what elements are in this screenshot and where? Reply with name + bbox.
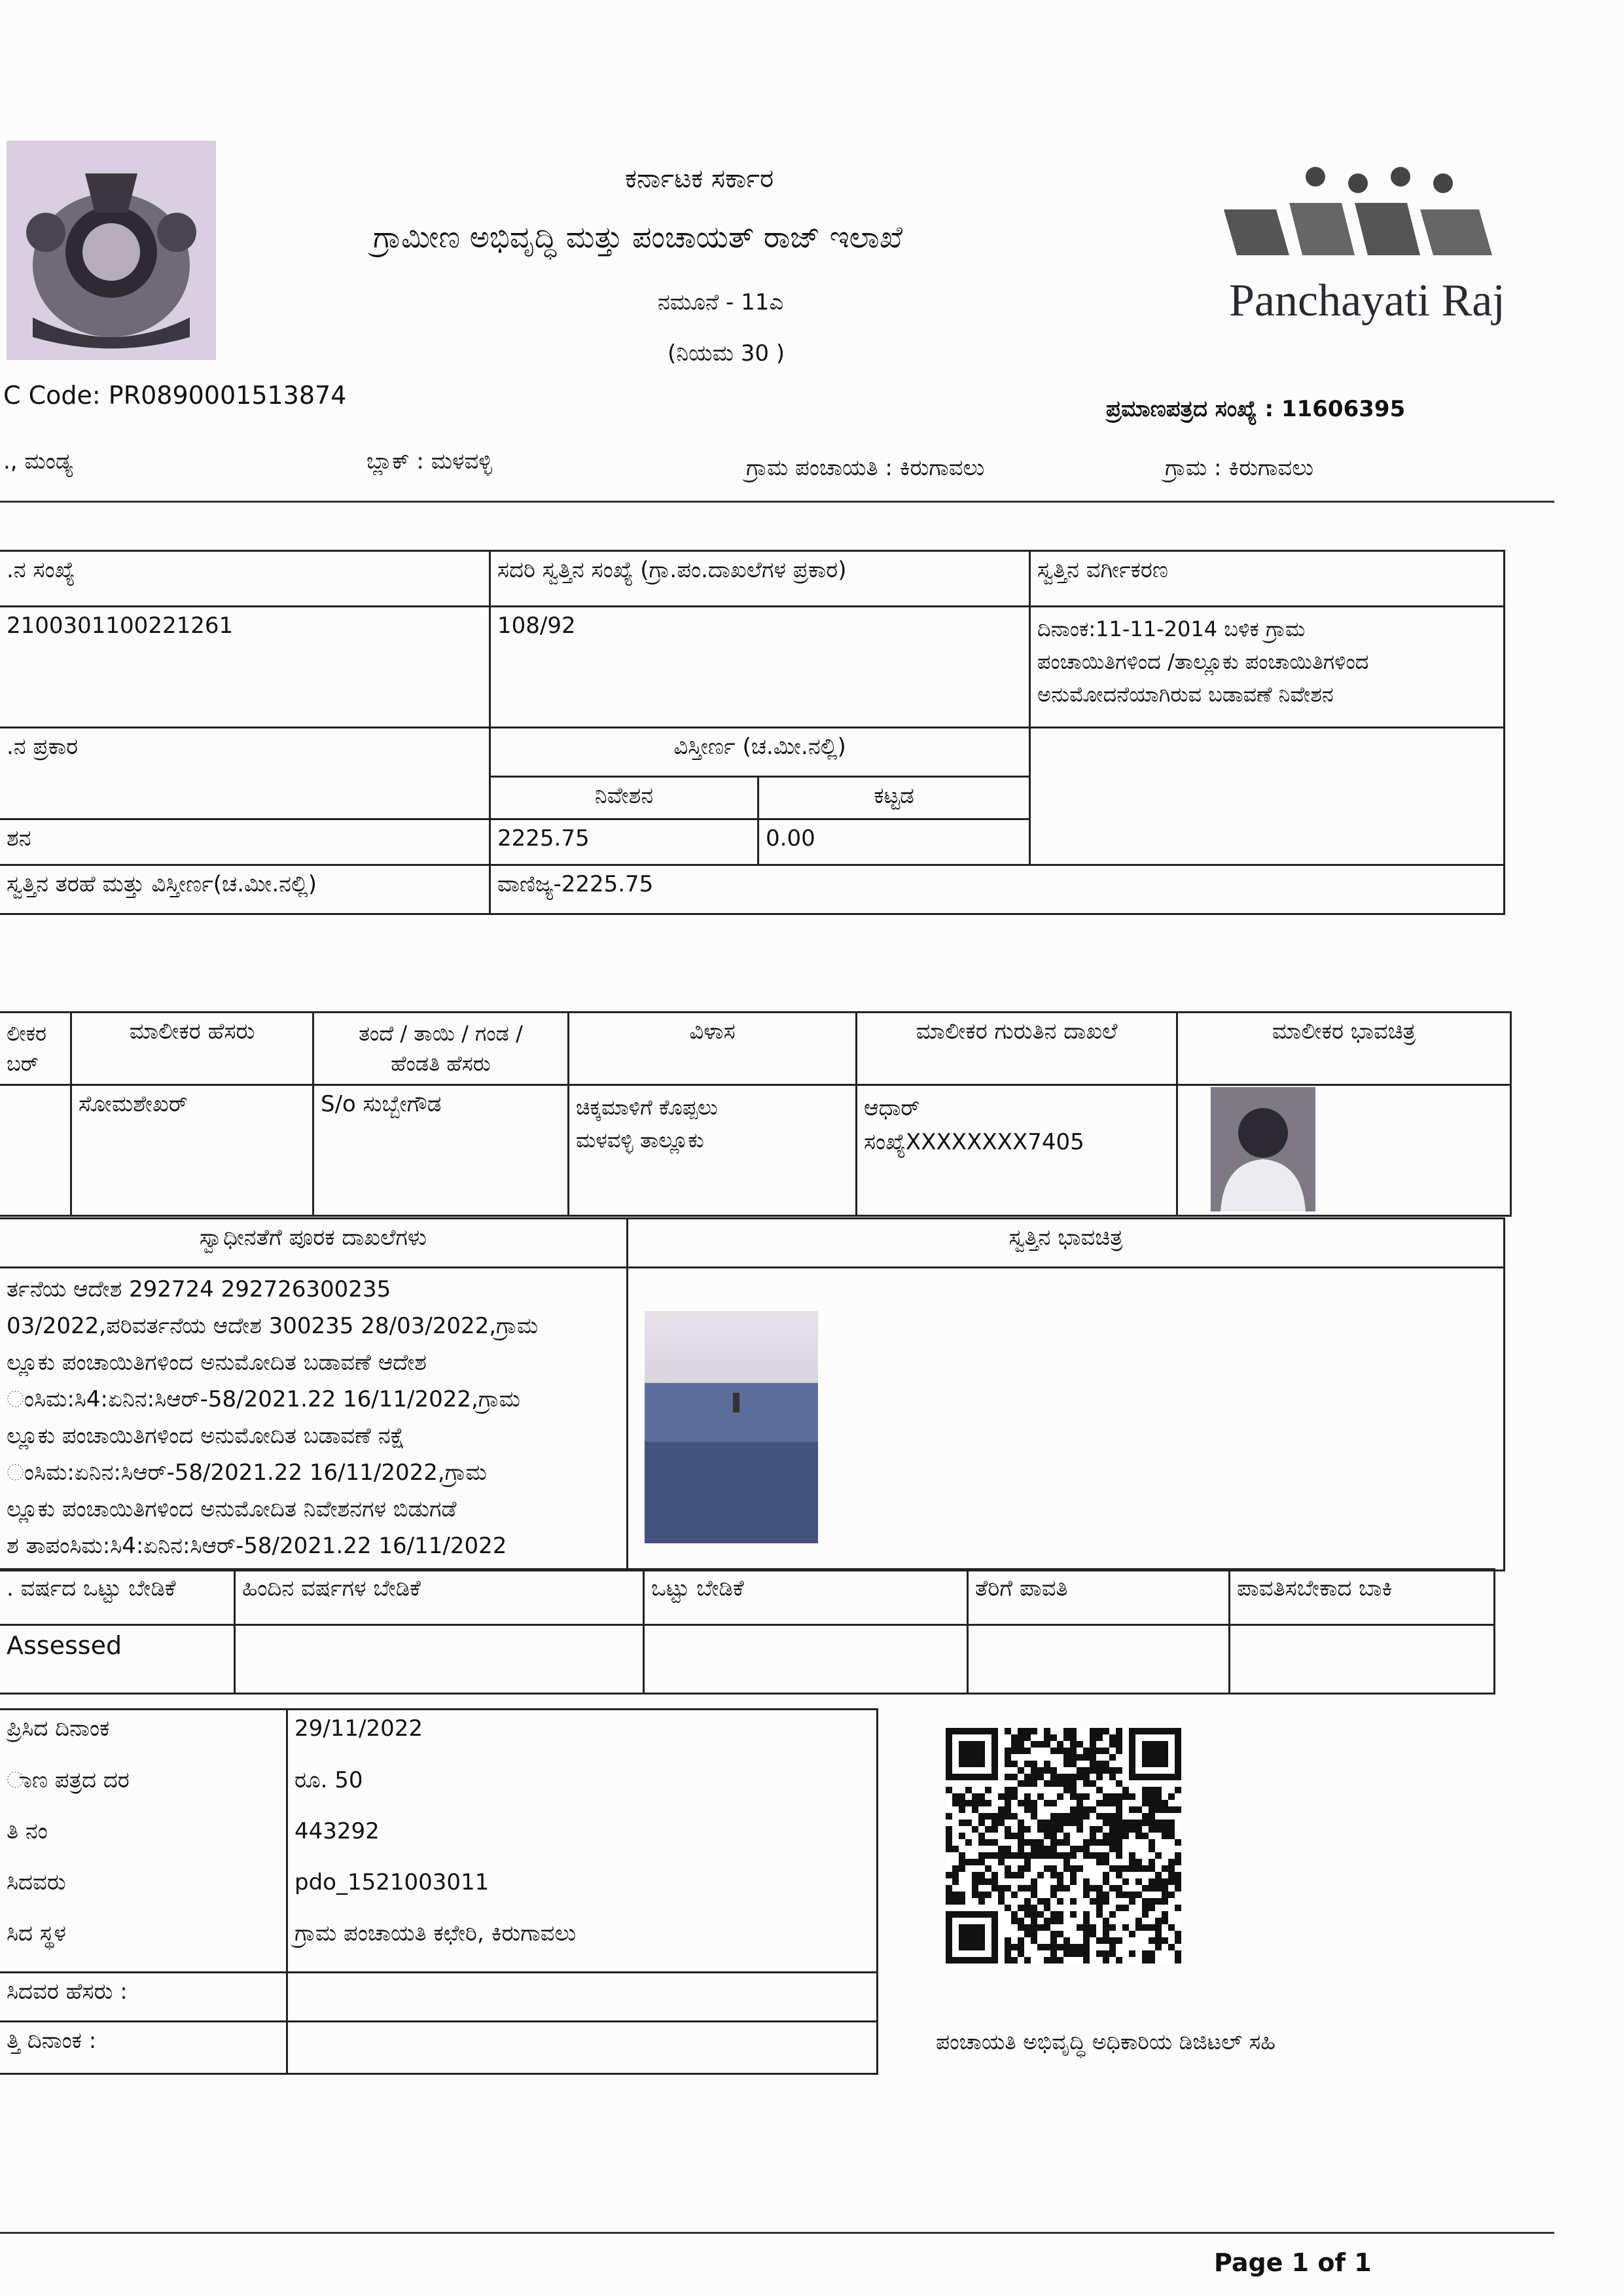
current-demand-header: . ವರ್ಷದ ಒಟ್ಟು ಬೇಡಿಕೆ — [0, 1570, 235, 1625]
header-line-1: ಕರ್ನಾಟಕ ಸರ್ಕಾರ — [625, 164, 774, 194]
building-header: ಕಟ್ಟಡ — [758, 777, 1030, 819]
tax-paid-header: ತೆರಿಗೆ ಪಾವತಿ — [968, 1570, 1230, 1625]
owner-number — [0, 1085, 71, 1216]
balance — [1230, 1625, 1495, 1694]
village: ಗ್ರಾಮ : ಕಿರುಗಾವಲು — [1165, 455, 1314, 481]
issue-value — [287, 1973, 878, 2022]
current-demand: Assessed — [0, 1625, 235, 1694]
header-line-2: ಗ್ರಾಮೀಣ ಅಭಿವೃದ್ಧಿ ಮತ್ತು ಪಂಚಾಯತ್ ರಾಜ್ ಇಲಾಖೆ — [373, 219, 903, 255]
issue-label: ಸಿದ ಸ್ಥಳ — [0, 1915, 287, 1973]
karnataka-emblem-icon — [7, 141, 216, 360]
area-header: ವಿಸ್ತೀರ್ಣ (ಚ.ಮೀ.ನಲ್ಲಿ) — [490, 728, 1030, 777]
classification-header: ಸ್ವತ್ತಿನ ವರ್ಗೀಕರಣ — [1030, 551, 1505, 607]
issue-value: ರೂ. 50 — [287, 1762, 878, 1813]
owner-photo-icon — [1211, 1087, 1315, 1211]
owner-photo-cell — [1177, 1085, 1511, 1216]
footer-divider — [0, 2232, 1554, 2234]
block: ಬ್ಲಾಕ್ : ಮಳವಳ್ಳಿ — [366, 448, 492, 475]
logo-text: Panchayati Raj — [1229, 276, 1505, 326]
qr-code-icon — [946, 1728, 1181, 1964]
previous-demand — [235, 1625, 644, 1694]
owner-name: ಸೋಮಶೇಖರ್ — [71, 1085, 313, 1216]
site-header: ನಿವೇಶನ — [490, 777, 758, 819]
total-demand — [644, 1625, 968, 1694]
id-proof-header: ಮಾಲೀಕರ ಗುರುತಿನ ದಾಖಲೆ — [857, 1013, 1177, 1085]
blank-cell — [1030, 728, 1505, 865]
owner-table — [0, 1011, 1512, 1217]
property-id-header: .ನ ಸಂಖ್ಯೆ — [0, 551, 490, 607]
property-photo-icon — [645, 1311, 818, 1543]
property-type-header: .ನ ಪ್ರಕಾರ — [0, 728, 490, 819]
owner-photo-header: ಮಾಲೀಕರ ಭಾವಚಿತ್ರ — [1177, 1013, 1511, 1085]
property-code: C Code: PR0890001513874 — [3, 381, 347, 410]
old-number: 108/92 — [490, 607, 1030, 728]
tax-table — [0, 1568, 1495, 1695]
property-id: 2100301100221261 — [0, 607, 490, 728]
property-type: ಶನ — [0, 819, 490, 865]
property-photo-header: ಸ್ವತ್ತಿನ ಭಾವಚಿತ್ರ — [628, 1219, 1505, 1268]
location-divider — [0, 501, 1554, 503]
issue-label: ಸಿದವರು — [0, 1864, 287, 1915]
issue-value: ಗ್ರಾಮ ಪಂಚಾಯತಿ ಕಛೇರಿ, ಕಿರುಗಾವಲು — [287, 1915, 878, 1973]
panchayati-raj-logo-icon — [1217, 164, 1499, 268]
site-area: 2225.75 — [490, 819, 758, 865]
owner-address: ಚಿಕ್ಕಮಾಳಿಗೆ ಕೊಪ್ಪಲು ಮಳವಳ್ಳಿ ತಾಲ್ಲೂಕು — [569, 1085, 857, 1216]
issue-label: ತ್ತಿ ದಿನಾಂಕ : — [0, 2022, 287, 2074]
documents-list: ರ್ತನೆಯ ಆದೇಶ 292724 292726300235 03/2022,ಪರಿವರ್ತನೆಯ ಆದೇಶ 300235 28/03/2022,ಗ್ರಾಮ ಲ್ಲೂಕು ಪಂಚಾಯಿತಿಗಳಿಂದ ಅನುಮೋದಿತ ಬಡಾವಣೆ ಆದೇಶ ಂಸಿಮ:ಸಿ4:ಏನಿನ:ಸಿಆರ್-58/2021.22 16/11/2022,ಗ್ರಾಮ ಲ್ಲೂಕು ಪಂಚಾಯಿತಿಗಳಿಂದ ಅನುಮೋದಿತ ಬಡಾವಣೆ ನಕ್ಷೆ ಂಸಿಮ:ಏನಿನ:ಸಿಆರ್-58/2021.22 16/11/2022,ಗ್ರಾಮ ಲ್ಲೂಕು ಪಂಚಾಯಿತಿಗಳಿಂದ ಅನುಮೋದಿತ ನಿವೇಶನಗಳ ಬಿಡುಗಡೆ ಶ ತಾಪಂಸಿಮ:ಸಿ4:ಏನಿನ:ಸಿಆರ್-58/2021.22 16/11/2022 — [0, 1268, 628, 1571]
owner-number-header: ಲೀಕರ ಬರ್ — [0, 1013, 71, 1085]
classification: ದಿನಾಂಕ:11-11-2014 ಬಳಿಕ ಗ್ರಾಮ ಪಂಚಾಯಿತಿಗಳಿಂದ /ತಾಲ್ಲೂಕು ಪಂಚಾಯಿತಿಗಳಿಂದ ಅನುಮೋದನೆಯಾಗಿರುವ ಬಡಾವಣೆ ನಿವೇಶನ — [1030, 607, 1505, 728]
address-header: ವಿಳಾಸ — [569, 1013, 857, 1085]
issue-label: ಾಣ ಪತ್ರದ ದರ — [0, 1762, 287, 1813]
issue-label: ಪ್ರಿಸಿದ ದಿನಾಂಕ — [0, 1710, 287, 1762]
issue-table — [0, 1708, 878, 2075]
relation-name: S/o ಸುಬ್ಬೇಗೌಡ — [313, 1085, 569, 1216]
old-number-header: ಸದರಿ ಸ್ವತ್ತಿನ ಸಂಖ್ಯೆ (ಗ್ರಾ.ಪಂ.ದಾಖಲೆಗಳ ಪ್ರಕಾರ) — [490, 551, 1030, 607]
owner-id-proof: ಆಧಾರ್ ಸಂಖ್ಯೆXXXXXXXX7405 — [857, 1085, 1177, 1216]
issue-label: ತಿ ನಂ — [0, 1813, 287, 1864]
certificate-number: ಪ್ರಮಾಣಪತ್ರದ ಸಂಖ್ಯೆ : 11606395 — [1106, 396, 1406, 422]
issue-value: pdo_1521003011 — [287, 1864, 878, 1915]
usage: ವಾಣಿಜ್ಯ-2225.75 — [490, 865, 1505, 914]
header-line-3: ನಮೂನೆ - 11ಎ — [658, 289, 784, 315]
building-area: 0.00 — [758, 819, 1030, 865]
tax-paid — [968, 1625, 1230, 1694]
property-table — [0, 550, 1505, 915]
gram-panchayat: ಗ್ರಾಮ ಪಂಚಾಯತಿ : ಕಿರುಗಾವಲು — [746, 455, 985, 481]
owner-name-header: ಮಾಲೀಕರ ಹೆಸರು — [71, 1013, 313, 1085]
previous-demand-header: ಹಿಂದಿನ ವರ್ಷಗಳ ಬೇಡಿಕೆ — [235, 1570, 644, 1625]
relation-header: ತಂದೆ / ತಾಯಿ / ಗಂಡ / ಹೆಂಡತಿ ಹೆಸರು — [313, 1013, 569, 1085]
issue-value: 29/11/2022 — [287, 1710, 878, 1762]
property-photo-cell — [628, 1268, 1505, 1571]
total-demand-header: ಒಟ್ಟು ಬೇಡಿಕೆ — [644, 1570, 968, 1625]
documents-header: ಸ್ವಾಧೀನತೆಗೆ ಪೂರಕ ದಾಖಲೆಗಳು — [0, 1219, 628, 1268]
issue-label: ಸಿದವರ ಹೆಸರು : — [0, 1973, 287, 2022]
page-number: Page 1 of 1 — [1214, 2248, 1372, 2277]
district: ., ಮಂಡ್ಯ — [3, 448, 73, 475]
usage-header: ಸ್ವತ್ತಿನ ತರಹೆ ಮತ್ತು ವಿಸ್ತೀರ್ಣ(ಚ.ಮೀ.ನಲ್ಲಿ) — [0, 865, 490, 914]
documents-table — [0, 1217, 1505, 1571]
balance-header: ಪಾವತಿಸಬೇಕಾದ ಬಾಕಿ — [1230, 1570, 1495, 1625]
digital-signature-label: ಪಂಚಾಯತಿ ಅಭಿವೃದ್ಧಿ ಅಧಿಕಾರಿಯ ಡಿಜಿಟಲ್ ಸಹಿ — [936, 2029, 1275, 2054]
issue-value — [287, 2022, 878, 2074]
header-line-4: (ನಿಯಮ 30 ) — [668, 340, 785, 367]
issue-value: 443292 — [287, 1813, 878, 1864]
